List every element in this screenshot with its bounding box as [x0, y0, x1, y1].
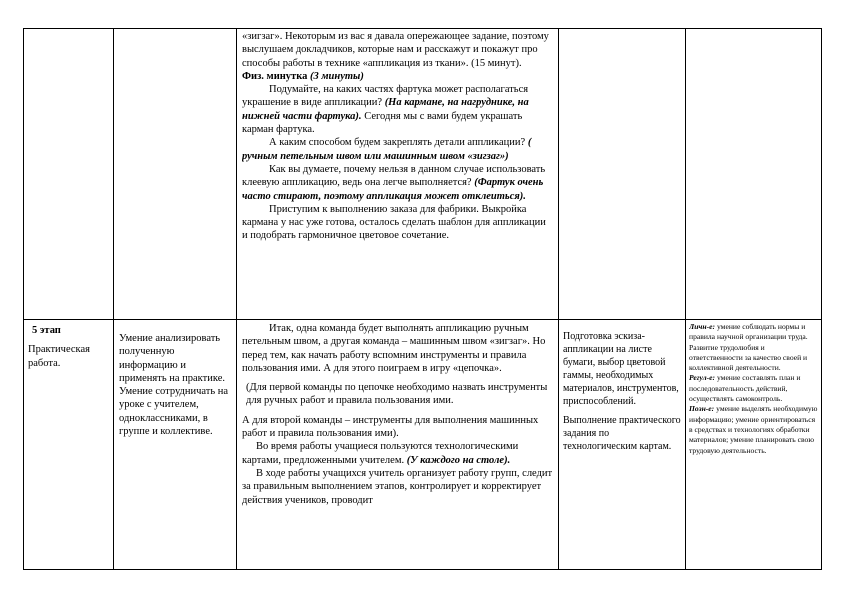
tech-cards-line — [242, 440, 554, 467]
col-border — [236, 28, 237, 570]
question-3 — [242, 163, 554, 203]
team2-task: А для второй команды – инструменты для выполнения машинных работ и правила пользования ими). — [242, 414, 539, 440]
uud-regulatory-text: умение составлять план и последовательность действий, осуществлять самоконтроль. — [689, 373, 801, 404]
skills-text: Умение анализировать полученную информацию и применять на практике. Умение сотрудничать на уроке с учителем, одноклассниками, в группе и коллективе. — [119, 333, 229, 438]
tech-cards-note: (У каждого на столе). — [406, 454, 511, 466]
col-border — [113, 28, 114, 570]
question-1-answer: (На кармане, на нагруднике, на нижней части фартука). — [242, 97, 529, 122]
students-cell — [563, 330, 683, 550]
skills-cell — [119, 332, 233, 562]
students-activity-2: Выполнение практического задания по технологическим картам. — [563, 415, 681, 452]
uud-cell — [689, 322, 819, 568]
question-2 — [242, 136, 554, 163]
students-activity-1: Подготовка эскиза-аппликации на листе бумаги, выбор цветовой гаммы, необходимых материалов, инструментов, приспособлений. — [563, 331, 679, 407]
uud-cognitive-label: Позн-е: — [689, 404, 715, 414]
col-border — [558, 28, 559, 570]
fiz-minute-time: (3 минуты) — [309, 70, 364, 82]
question-3-answer: (Фартук очень часто стирают, поэтому аппликация может отклеиться). — [242, 177, 544, 202]
col-border — [821, 28, 822, 570]
question-2-answer: ( ручным петельным швом или машинным швом «зигзаг») — [242, 137, 532, 162]
question-2-text: А каким способом будем закреплять детали аппликации? — [269, 137, 526, 149]
uud-regulatory-label: Регул-е: — [689, 373, 716, 383]
uud-personal-label: Личн-е: — [689, 322, 716, 331]
intro-paragraph: «зигзаг». Некоторым из вас я давала опережающее задание, поэтому выслушаем докладчиков, которые нам и расскажут и покажут про способы работы в технике «аппликация из ткани». (15 минут). — [242, 31, 549, 69]
question-3-text: Как вы думаете, почему нельзя в данном случае использовать клеевую аппликацию, ведь она легче выполняется? — [242, 163, 546, 189]
closing-paragraph: Приступим к выполнению заказа для фабрики. Выкройка кармана у нас уже готова, осталось сделать шаблон для аппликации и подобрать гармоничное цветовое сочетание. — [242, 203, 546, 242]
fiz-minute-line — [242, 70, 554, 83]
uud-regulatory — [689, 373, 819, 404]
uud-personal-text: умение соблюдать нормы и правила научной организации труда. Развитие трудолюбия и ответственности за качество своей и коллективной деятельности. — [689, 322, 808, 373]
lesson-plan-table — [23, 28, 822, 570]
question-1-tail: Сегодня мы с вами будем украшать карман фартука. — [242, 110, 523, 136]
uud-cognitive-text: умение выделять необходимую информацию; умение ориентироваться в средствах и технологиях обработки материалов; умение планировать свою трудовую деятельность. — [689, 404, 818, 455]
question-1 — [242, 83, 554, 136]
table-border-bottom — [23, 569, 822, 570]
stage-name: Практическая работа. — [28, 344, 90, 369]
row1-teacher-cell — [242, 30, 554, 319]
team1-task: (Для первой команды по цепочке необходимо назвать инструменты для ручных работ и правила пользования ими. — [246, 382, 548, 407]
row2-teacher-cell — [242, 322, 554, 568]
col-border — [685, 28, 686, 570]
teacher-organizes: В ходе работы учащихся учитель организует работу групп, следит за правильным выполнением этапов, контролирует и корректирует действия учеников, проводит — [242, 467, 553, 506]
uud-personal — [689, 322, 819, 373]
tech-cards-text: Во время работы учащиеся пользуются технологическими картами, предложенными учителем. — [242, 441, 519, 466]
question-1-text: Подумайте, на каких частях фартука может располагаться украшение в виде аппликации? — [242, 84, 529, 109]
fiz-minute-label: Физ. минутка — [242, 70, 308, 82]
stage-cell — [28, 324, 110, 524]
uud-cognitive — [689, 404, 819, 455]
table-border-top — [23, 28, 822, 29]
practice-intro: Итак, одна команда будет выполнять аппликацию ручным петельным швом, а другая команда – машинным швом «зигзаг». Но перед тем, как начать работу вспомним инструменты и правила пользования ими. А для этого поиграем в игру «цепочка». — [242, 323, 546, 374]
stage-label: 5 этап — [32, 325, 61, 336]
col-border — [23, 28, 24, 570]
row-divider — [23, 319, 822, 320]
